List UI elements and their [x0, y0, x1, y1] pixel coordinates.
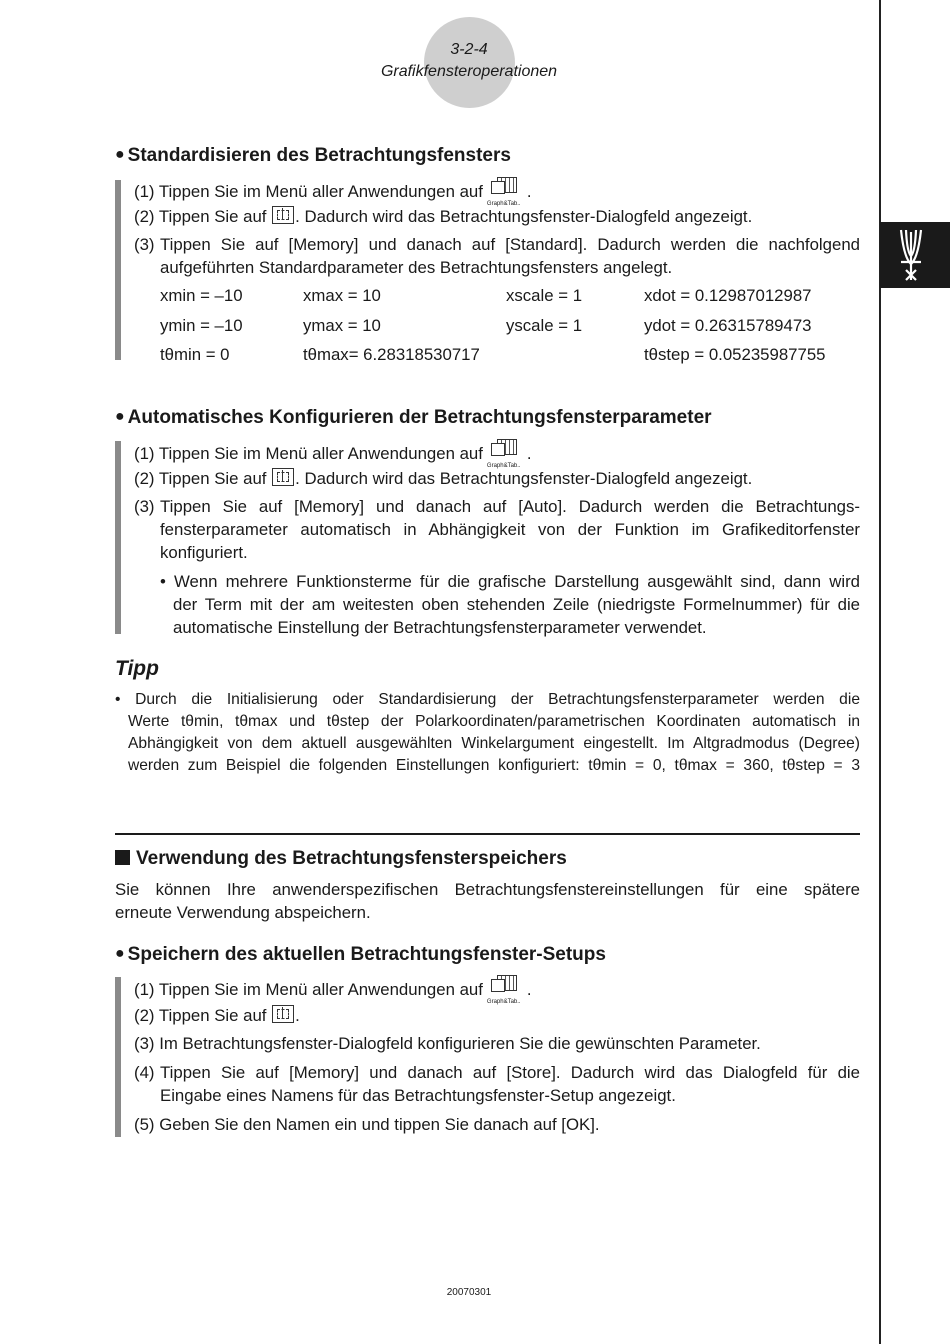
param-yscale: yscale = 1 [506, 316, 583, 335]
step-3-line-3: konfiguriert. [160, 543, 248, 562]
graph-table-app-icon[interactable]: Graph&Tab.. [487, 975, 527, 1001]
tipp-line-4: werden zum Beispiel die folgenden Einstellungen konfiguriert: tθmin = 0, tθmax = 360, tθstep = 3 [128, 757, 860, 774]
step-4-line-2: Eingabe eines Namens für das Betrachtungsfenster-Setup angezeigt. [160, 1086, 676, 1105]
graph-tab-icon [880, 222, 950, 288]
step-4-number: (4) [134, 1063, 155, 1082]
chapter-tab [880, 222, 950, 288]
bullet-line-1: • Wenn mehrere Funktionsterme für die grafische Darstellung ausgewählt sind, dann wird [160, 572, 860, 591]
param-tstep: tθstep = 0.05235987755 [644, 345, 826, 364]
step-5: (5) Geben Sie den Namen ein und tippen Sie danach auf [OK]. [134, 1115, 600, 1134]
step-3: (3) Im Betrachtungsfenster-Dialogfeld konfigurieren Sie die gewünschten Parameter. [134, 1034, 761, 1053]
step-2: (2) Tippen Sie auf . [134, 1006, 300, 1025]
step-3-number: (3) [134, 497, 155, 516]
section-title-store: ● Speichern des aktuellen Betrachtungsfenster-Setups [115, 944, 606, 965]
view-window-icon[interactable] [272, 468, 294, 486]
step-3-line-2: aufgeführten Standardparameter des Betrachtungsfensters angelegt. [160, 258, 673, 277]
view-window-icon[interactable] [272, 206, 294, 224]
graph-table-app-icon[interactable]: Graph&Tab.. [487, 439, 527, 465]
page-number: 3-2-4 [450, 41, 488, 58]
tipp-line-2: Werte tθmin, tθmax und tθstep der Polarkoordinaten/parametrischen Koordinaten automatisch in [128, 713, 860, 730]
view-window-icon[interactable] [272, 1005, 294, 1023]
param-ymin: ymin = –10 [160, 316, 243, 335]
section-divider [115, 833, 860, 835]
tipp-heading: Tipp [115, 657, 159, 680]
bullet-line-2: der Term mit der am weitesten oben stehenden Zeile (niedrigste Formelnummer) für die [173, 595, 860, 614]
step-1: (1) Tippen Sie im Menü aller Anwendungen auf Graph&Tab.. . [134, 439, 532, 465]
tipp-line-1: • Durch die Initialisierung oder Standardisierung der Betrachtungsfensterparameter werden die [115, 691, 860, 708]
footer-code: 20070301 [446, 1287, 492, 1298]
step-2: (2) Tippen Sie auf . Dadurch wird das Betrachtungsfenster-Dialogfeld angezeigt. [134, 207, 753, 226]
step-2: (2) Tippen Sie auf . Dadurch wird das Betrachtungsfenster-Dialogfeld angezeigt. [134, 469, 753, 488]
bullet-line-3: automatische Einstellung der Betrachtungsfensterparameter verwendet. [173, 618, 707, 637]
step-3-line-2: fensterparameter automatisch in Abhängigkeit von der Funktion im Grafikeditorfenster [160, 520, 860, 539]
section-title-auto: ● Automatisches Konfigurieren der Betrachtungsfensterparameter [115, 407, 712, 428]
page-title: Grafikfensteroperationen [380, 63, 558, 80]
tipp-line-3: Abhängigkeit von dem aktuell ausgewählten Winkelargument eingestellt. Im Altgradmodus (Degree) [128, 735, 860, 752]
step-3-line-1: Tippen Sie auf [Memory] und danach auf [Auto]. Dadurch werden die Betrachtungs- [160, 497, 860, 516]
step-4-line-1: Tippen Sie auf [Memory] und danach auf [Store]. Dadurch wird das Dialogfeld für die [160, 1063, 860, 1082]
param-ymax: ymax = 10 [303, 316, 381, 335]
param-tmax: tθmax= 6.28318530717 [303, 345, 480, 364]
section-bar [115, 441, 121, 634]
step-1: (1) Tippen Sie im Menü aller Anwendungen auf Graph&Tab.. . [134, 177, 532, 203]
intro-line-2: erneute Verwendung abspeichern. [115, 903, 371, 922]
param-xmax: xmax = 10 [303, 286, 381, 305]
intro-line-1: Sie können Ihre anwenderspezifischen Betrachtungsfenstereinstellungen für eine spätere [115, 880, 860, 899]
right-margin-rule [879, 0, 881, 1344]
step-1: (1) Tippen Sie im Menü aller Anwendungen auf Graph&Tab.. . [134, 975, 532, 1001]
square-bullet-icon [115, 850, 130, 865]
section-title-memory: Verwendung des Betrachtungsfensterspeichers [115, 848, 567, 870]
step-3-line-1: Tippen Sie auf [Memory] und danach auf [Standard]. Dadurch werden die nachfolgend [160, 235, 860, 254]
section-title-standardize: ● Standardisieren des Betrachtungsfensters [115, 145, 511, 166]
step-3-number: (3) [134, 235, 155, 254]
param-xscale: xscale = 1 [506, 286, 583, 305]
param-xmin: xmin = –10 [160, 286, 243, 305]
section-bar [115, 180, 121, 360]
param-xdot: xdot = 0.12987012987 [644, 286, 812, 305]
graph-table-app-icon[interactable]: Graph&Tab.. [487, 177, 527, 203]
param-tmin: tθmin = 0 [160, 345, 230, 364]
section-bar [115, 977, 121, 1137]
param-ydot: ydot = 0.26315789473 [644, 316, 812, 335]
